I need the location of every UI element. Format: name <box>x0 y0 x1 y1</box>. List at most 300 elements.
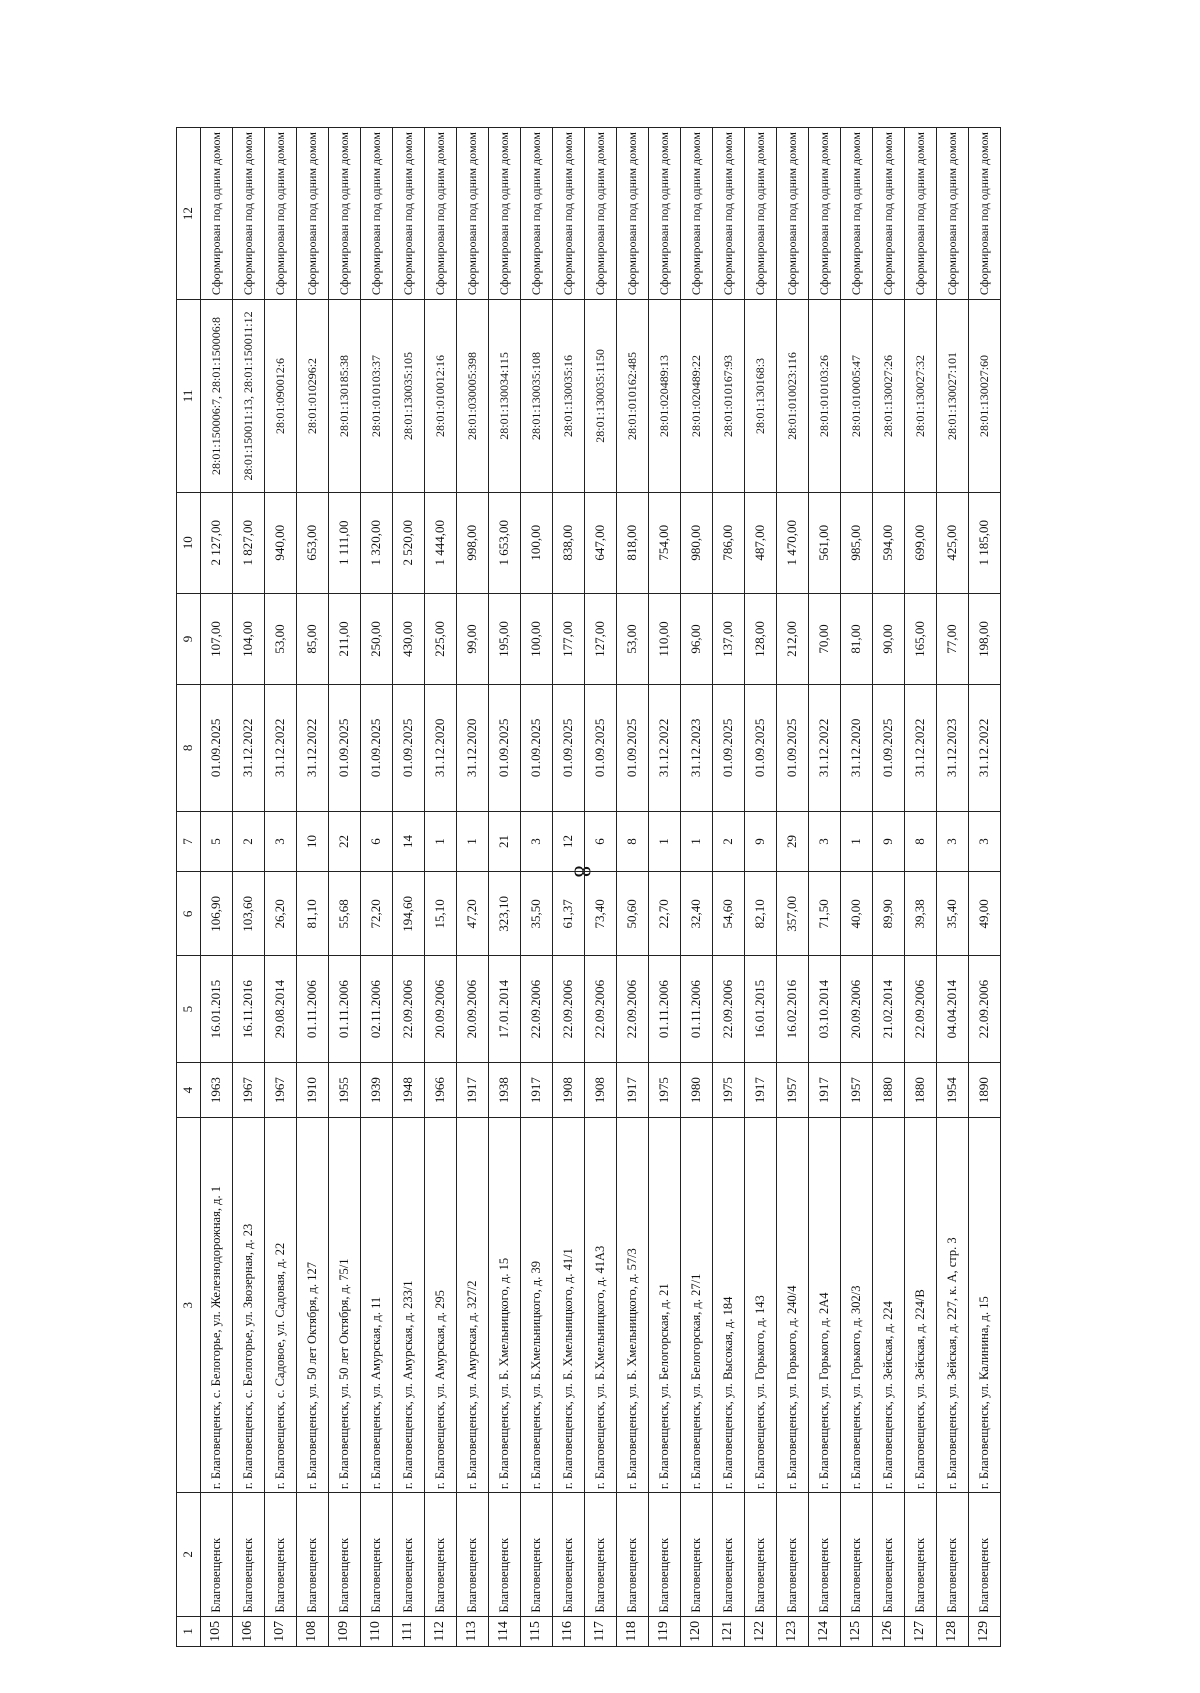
table-cell-col-7: 21 <box>489 811 521 872</box>
table-cell-col-3: г. Благовещенск, ул. Горького, д. 143 <box>745 1118 777 1493</box>
table-cell-col-4: 1939 <box>361 1062 393 1118</box>
table-cell-col-4: 1957 <box>841 1062 873 1118</box>
table-cell-col-1: 123 <box>777 1616 809 1646</box>
table-cell-col-5: 20.09.2006 <box>425 956 457 1062</box>
table-cell-col-12: Сформирован под одним домом <box>745 128 777 300</box>
table-cell-col-6: 194,60 <box>393 872 425 956</box>
table-cell-col-5: 04.04.2014 <box>937 956 969 1062</box>
table-cell-col-1: 111 <box>393 1616 425 1646</box>
table-cell-col-5: 22.09.2006 <box>585 956 617 1062</box>
table-cell-col-1: 114 <box>489 1616 521 1646</box>
table-cell-col-10: 754,00 <box>649 492 681 593</box>
table-cell-col-4: 1966 <box>425 1062 457 1118</box>
table-cell-col-2: Благовещенск <box>329 1493 361 1617</box>
table-cell-col-4: 1917 <box>809 1062 841 1118</box>
table-cell-col-5: 22.09.2006 <box>521 956 553 1062</box>
table-cell-col-8: 01.09.2025 <box>489 685 521 812</box>
page-number: 8 <box>568 865 595 878</box>
table-cell-col-2: Благовещенск <box>841 1493 873 1617</box>
table-cell-col-12: Сформирован под одним домом <box>937 128 969 300</box>
table-cell-col-3: г. Благовещенск, ул. Б. Хмельницкого, д. 41/1 <box>553 1118 585 1493</box>
table-cell-col-11: 28:01:010005:47 <box>841 300 873 492</box>
table-cell-col-9: 137,00 <box>713 593 745 684</box>
table-cell-col-3: г. Благовещенск, ул. Белогорская, д. 21 <box>649 1118 681 1493</box>
table-body <box>201 128 1001 1647</box>
table-cell-col-4: 1957 <box>777 1062 809 1118</box>
table-cell-col-9: 77,00 <box>937 593 969 684</box>
table-cell-col-2: Благовещенск <box>745 1493 777 1617</box>
table-cell-col-7: 3 <box>969 811 1001 872</box>
table-cell-col-11: 28:01:010296:2 <box>297 300 329 492</box>
table-cell-col-12: Сформирован под одним домом <box>841 128 873 300</box>
column-header-7: 7 <box>177 811 201 872</box>
table-cell-col-7: 9 <box>873 811 905 872</box>
table-cell-col-5: 20.09.2006 <box>457 956 489 1062</box>
table-cell-col-10: 1 653,00 <box>489 492 521 593</box>
table-cell-col-1: 115 <box>521 1616 553 1646</box>
table-cell-col-3: г. Благовещенск, с. Садовое, ул. Садовая, д. 22 <box>265 1118 297 1493</box>
table-cell-col-4: 1917 <box>521 1062 553 1118</box>
table-cell-col-1: 127 <box>905 1616 937 1646</box>
table-cell-col-9: 104,00 <box>233 593 265 684</box>
table-cell-col-12: Сформирован под одним домом <box>265 128 297 300</box>
table-row <box>233 128 265 1647</box>
table-cell-col-8: 01.09.2025 <box>617 685 649 812</box>
table-cell-col-11: 28:01:010023:116 <box>777 300 809 492</box>
table-cell-col-12: Сформирован под одним домом <box>329 128 361 300</box>
table-cell-col-1: 126 <box>873 1616 905 1646</box>
table-cell-col-2: Благовещенск <box>681 1493 713 1617</box>
table-cell-col-6: 357,00 <box>777 872 809 956</box>
table-cell-col-4: 1917 <box>617 1062 649 1118</box>
table-cell-col-10: 1 444,00 <box>425 492 457 593</box>
table-cell-col-11: 28:01:090012:6 <box>265 300 297 492</box>
table-cell-col-1: 124 <box>809 1616 841 1646</box>
table-cell-col-7: 1 <box>425 811 457 872</box>
table-cell-col-4: 1948 <box>393 1062 425 1118</box>
table-cell-col-5: 16.01.2015 <box>201 956 233 1062</box>
table-cell-col-2: Благовещенск <box>777 1493 809 1617</box>
table-cell-col-3: г. Благовещенск, ул. Горького, д. 2А4 <box>809 1118 841 1493</box>
table-cell-col-12: Сформирован под одним домом <box>489 128 521 300</box>
column-header-12: 12 <box>177 128 201 300</box>
table-cell-col-6: 47,20 <box>457 872 489 956</box>
table-cell-col-9: 127,00 <box>585 593 617 684</box>
table-cell-col-6: 71,50 <box>809 872 841 956</box>
table-cell-col-8: 01.09.2025 <box>873 685 905 812</box>
table-cell-col-4: 1908 <box>585 1062 617 1118</box>
table-cell-col-11: 28:01:020489:13 <box>649 300 681 492</box>
table-cell-col-8: 31.12.2022 <box>297 685 329 812</box>
table-cell-col-7: 2 <box>233 811 265 872</box>
table-cell-col-12: Сформирован под одним домом <box>649 128 681 300</box>
table-cell-col-10: 818,00 <box>617 492 649 593</box>
table-cell-col-5: 21.02.2014 <box>873 956 905 1062</box>
table-cell-col-9: 211,00 <box>329 593 361 684</box>
table-cell-col-10: 487,00 <box>745 492 777 593</box>
table-row <box>297 128 329 1647</box>
table-cell-col-12: Сформирован под одним домом <box>873 128 905 300</box>
table-cell-col-4: 1910 <box>297 1062 329 1118</box>
table-cell-col-10: 100,00 <box>521 492 553 593</box>
header-row <box>177 128 201 1647</box>
table-cell-col-5: 16.11.2016 <box>233 956 265 1062</box>
table-cell-col-8: 01.09.2025 <box>585 685 617 812</box>
table-row <box>649 128 681 1647</box>
table-row <box>937 128 969 1647</box>
table-cell-col-2: Благовещенск <box>297 1493 329 1617</box>
table-row <box>425 128 457 1647</box>
table-cell-col-10: 980,00 <box>681 492 713 593</box>
table-cell-col-2: Благовещенск <box>489 1493 521 1617</box>
table-cell-col-10: 2 520,00 <box>393 492 425 593</box>
table-cell-col-8: 31.12.2022 <box>265 685 297 812</box>
table-cell-col-11: 28:01:130035:108 <box>521 300 553 492</box>
table-cell-col-3: г. Благовещенск, ул. Б.Хмельницкого, д. 39 <box>521 1118 553 1493</box>
table-cell-col-9: 99,00 <box>457 593 489 684</box>
table-cell-col-1: 128 <box>937 1616 969 1646</box>
table-cell-col-11: 28:01:130027:26 <box>873 300 905 492</box>
table-cell-col-12: Сформирован под одним домом <box>777 128 809 300</box>
table-cell-col-7: 5 <box>201 811 233 872</box>
table-cell-col-11: 28:01:130035:16 <box>553 300 585 492</box>
table-cell-col-3: г. Благовещенск, ул. Белогорская, д. 27/1 <box>681 1118 713 1493</box>
table-cell-col-1: 118 <box>617 1616 649 1646</box>
table-cell-col-11: 28:01:130027:32 <box>905 300 937 492</box>
table-cell-col-5: 01.11.2006 <box>329 956 361 1062</box>
table-row <box>713 128 745 1647</box>
table-cell-col-12: Сформирован под одним домом <box>713 128 745 300</box>
table-cell-col-10: 998,00 <box>457 492 489 593</box>
table-cell-col-11: 28:01:010103:37 <box>361 300 393 492</box>
table-cell-col-7: 3 <box>809 811 841 872</box>
column-header-4: 4 <box>177 1062 201 1118</box>
table-cell-col-9: 70,00 <box>809 593 841 684</box>
table-cell-col-7: 8 <box>617 811 649 872</box>
table-cell-col-10: 786,00 <box>713 492 745 593</box>
table-cell-col-8: 31.12.2022 <box>649 685 681 812</box>
table-cell-col-11: 28:01:130185:38 <box>329 300 361 492</box>
table-cell-col-10: 647,00 <box>585 492 617 593</box>
table-cell-col-3: г. Благовещенск, ул. Амурская, д. 327/2 <box>457 1118 489 1493</box>
table-cell-col-1: 119 <box>649 1616 681 1646</box>
table-cell-col-11: 28:01:010103:26 <box>809 300 841 492</box>
table-cell-col-9: 430,00 <box>393 593 425 684</box>
table-row <box>361 128 393 1647</box>
column-header-11: 11 <box>177 300 201 492</box>
table-cell-col-9: 110,00 <box>649 593 681 684</box>
table-cell-col-7: 10 <box>297 811 329 872</box>
table-cell-col-1: 125 <box>841 1616 873 1646</box>
table-row <box>585 128 617 1647</box>
table-cell-col-2: Благовещенск <box>361 1493 393 1617</box>
table-cell-col-1: 105 <box>201 1616 233 1646</box>
table-cell-col-8: 31.12.2022 <box>809 685 841 812</box>
table-cell-col-2: Благовещенск <box>809 1493 841 1617</box>
table-cell-col-5: 29.08.2014 <box>265 956 297 1062</box>
column-header-8: 8 <box>177 685 201 812</box>
table-cell-col-8: 31.12.2020 <box>457 685 489 812</box>
table-cell-col-9: 195,00 <box>489 593 521 684</box>
table-cell-col-2: Благовещенск <box>393 1493 425 1617</box>
table-cell-col-6: 103,60 <box>233 872 265 956</box>
column-header-2: 2 <box>177 1493 201 1617</box>
table-cell-col-10: 1 827,00 <box>233 492 265 593</box>
table-cell-col-6: 72,20 <box>361 872 393 956</box>
column-header-1: 1 <box>177 1616 201 1646</box>
column-header-3: 3 <box>177 1118 201 1493</box>
table-cell-col-8: 31.12.2022 <box>969 685 1001 812</box>
table-cell-col-6: 26,20 <box>265 872 297 956</box>
table-cell-col-9: 53,00 <box>617 593 649 684</box>
table-cell-col-8: 01.09.2025 <box>745 685 777 812</box>
table-cell-col-6: 32,40 <box>681 872 713 956</box>
table-cell-col-5: 22.09.2006 <box>393 956 425 1062</box>
table-cell-col-7: 1 <box>841 811 873 872</box>
table-cell-col-1: 120 <box>681 1616 713 1646</box>
table-cell-col-10: 1 185,00 <box>969 492 1001 593</box>
table-cell-col-6: 73,40 <box>585 872 617 956</box>
table-row <box>329 128 361 1647</box>
table-cell-col-8: 01.09.2025 <box>201 685 233 812</box>
table-cell-col-11: 28:01:020489:22 <box>681 300 713 492</box>
table-cell-col-2: Благовещенск <box>521 1493 553 1617</box>
table-cell-col-3: г. Благовещенск, ул. Амурская, д. 233/1 <box>393 1118 425 1493</box>
table-cell-col-8: 01.09.2025 <box>553 685 585 812</box>
table-cell-col-9: 212,00 <box>777 593 809 684</box>
table-cell-col-7: 2 <box>713 811 745 872</box>
table-cell-col-7: 6 <box>361 811 393 872</box>
table-cell-col-5: 16.02.2016 <box>777 956 809 1062</box>
table-cell-col-12: Сформирован под одним домом <box>201 128 233 300</box>
table-cell-col-6: 323,10 <box>489 872 521 956</box>
table-cell-col-10: 1 320,00 <box>361 492 393 593</box>
table-cell-col-4: 1917 <box>457 1062 489 1118</box>
table-row <box>745 128 777 1647</box>
table-row <box>553 128 585 1647</box>
table-cell-col-2: Благовещенск <box>649 1493 681 1617</box>
table-cell-col-12: Сформирован под одним домом <box>681 128 713 300</box>
table-cell-col-3: г. Благовещенск, ул. Горького, д. 302/3 <box>841 1118 873 1493</box>
table-cell-col-12: Сформирован под одним домом <box>905 128 937 300</box>
table-cell-col-7: 3 <box>265 811 297 872</box>
table-row <box>777 128 809 1647</box>
table-cell-col-4: 1908 <box>553 1062 585 1118</box>
table-cell-col-12: Сформирован под одним домом <box>585 128 617 300</box>
table-cell-col-4: 1938 <box>489 1062 521 1118</box>
table-cell-col-9: 81,00 <box>841 593 873 684</box>
table-cell-col-1: 106 <box>233 1616 265 1646</box>
table-cell-col-2: Благовещенск <box>553 1493 585 1617</box>
table-cell-col-6: 55,68 <box>329 872 361 956</box>
table-cell-col-9: 165,00 <box>905 593 937 684</box>
table-cell-col-9: 128,00 <box>745 593 777 684</box>
table-cell-col-1: 122 <box>745 1616 777 1646</box>
table-cell-col-11: 28:01:010012:16 <box>425 300 457 492</box>
table-cell-col-9: 107,00 <box>201 593 233 684</box>
table-cell-col-11: 28:01:130027:60 <box>969 300 1001 492</box>
table-cell-col-1: 107 <box>265 1616 297 1646</box>
table-cell-col-2: Благовещенск <box>265 1493 297 1617</box>
table-cell-col-2: Благовещенск <box>937 1493 969 1617</box>
table-cell-col-12: Сформирован под одним домом <box>233 128 265 300</box>
table-cell-col-5: 01.11.2006 <box>649 956 681 1062</box>
table-cell-col-6: 39,38 <box>905 872 937 956</box>
table-cell-col-2: Благовещенск <box>905 1493 937 1617</box>
table-cell-col-4: 1963 <box>201 1062 233 1118</box>
table-cell-col-12: Сформирован под одним домом <box>297 128 329 300</box>
table-cell-col-11: 28:01:130034:115 <box>489 300 521 492</box>
column-header-5: 5 <box>177 956 201 1062</box>
table-cell-col-5: 17.01.2014 <box>489 956 521 1062</box>
table-cell-col-9: 100,00 <box>521 593 553 684</box>
table-cell-col-2: Благовещенск <box>201 1493 233 1617</box>
table-cell-col-12: Сформирован под одним домом <box>969 128 1001 300</box>
table-cell-col-9: 90,00 <box>873 593 905 684</box>
table-cell-col-5: 02.11.2006 <box>361 956 393 1062</box>
table-cell-col-11: 28:01:010167:93 <box>713 300 745 492</box>
table-cell-col-3: г. Благовещенск, ул. Высокая, д. 184 <box>713 1118 745 1493</box>
table-cell-col-4: 1980 <box>681 1062 713 1118</box>
table-cell-col-1: 113 <box>457 1616 489 1646</box>
table-cell-col-10: 594,00 <box>873 492 905 593</box>
table-cell-col-1: 112 <box>425 1616 457 1646</box>
table-cell-col-6: 61,37 <box>553 872 585 956</box>
table-cell-col-12: Сформирован под одним домом <box>553 128 585 300</box>
table-row <box>457 128 489 1647</box>
table-cell-col-6: 35,50 <box>521 872 553 956</box>
table-cell-col-7: 1 <box>681 811 713 872</box>
table-cell-col-5: 03.10.2014 <box>809 956 841 1062</box>
table-cell-col-12: Сформирован под одним домом <box>361 128 393 300</box>
table-cell-col-6: 15,10 <box>425 872 457 956</box>
table-cell-col-9: 225,00 <box>425 593 457 684</box>
table-cell-col-12: Сформирован под одним домом <box>809 128 841 300</box>
table-cell-col-10: 940,00 <box>265 492 297 593</box>
table-cell-col-5: 22.09.2006 <box>969 956 1001 1062</box>
column-header-9: 9 <box>177 593 201 684</box>
table-cell-col-6: 49,00 <box>969 872 1001 956</box>
table-row <box>489 128 521 1647</box>
table-cell-col-3: г. Благовещенск, ул. 50 лет Октября, д. 75/1 <box>329 1118 361 1493</box>
table-cell-col-2: Благовещенск <box>233 1493 265 1617</box>
table-cell-col-7: 1 <box>457 811 489 872</box>
table-cell-col-7: 8 <box>905 811 937 872</box>
table-cell-col-6: 54,60 <box>713 872 745 956</box>
table-cell-col-9: 250,00 <box>361 593 393 684</box>
rotated-table-container <box>176 127 1176 1647</box>
table-cell-col-10: 985,00 <box>841 492 873 593</box>
table-cell-col-2: Благовещенск <box>713 1493 745 1617</box>
table-cell-col-3: г. Благовещенск, ул. Амурская, д. 295 <box>425 1118 457 1493</box>
table-cell-col-1: 121 <box>713 1616 745 1646</box>
table-cell-col-2: Благовещенск <box>873 1493 905 1617</box>
table-row <box>265 128 297 1647</box>
table-cell-col-6: 81,10 <box>297 872 329 956</box>
table-cell-col-4: 1967 <box>233 1062 265 1118</box>
table-cell-col-6: 50,60 <box>617 872 649 956</box>
table-cell-col-11: 28:01:150006:7, 28:01:150006:8 <box>201 300 233 492</box>
table-cell-col-3: г. Благовещенск, ул. Зейская, д. 227, к. А, стр. 3 <box>937 1118 969 1493</box>
table-cell-col-12: Сформирован под одним домом <box>393 128 425 300</box>
table-cell-col-1: 116 <box>553 1616 585 1646</box>
table-cell-col-12: Сформирован под одним домом <box>425 128 457 300</box>
table-cell-col-8: 01.09.2025 <box>361 685 393 812</box>
table-cell-col-7: 3 <box>521 811 553 872</box>
table-cell-col-3: г. Благовещенск, ул. Б. Хмельницкого, д. 15 <box>489 1118 521 1493</box>
table-cell-col-8: 31.12.2023 <box>937 685 969 812</box>
table-cell-col-1: 110 <box>361 1616 393 1646</box>
table-cell-col-11: 28:01:010162:485 <box>617 300 649 492</box>
table-cell-col-3: г. Благовещенск, ул. Калинина, д. 15 <box>969 1118 1001 1493</box>
table-row <box>201 128 233 1647</box>
table-cell-col-11: 28:01:130027:101 <box>937 300 969 492</box>
table-row <box>617 128 649 1647</box>
table-row <box>393 128 425 1647</box>
table-cell-col-8: 01.09.2025 <box>777 685 809 812</box>
table-cell-col-8: 31.12.2022 <box>905 685 937 812</box>
table-cell-col-6: 89,90 <box>873 872 905 956</box>
table-cell-col-8: 01.09.2025 <box>329 685 361 812</box>
table-cell-col-10: 1 470,00 <box>777 492 809 593</box>
table-cell-col-2: Благовещенск <box>585 1493 617 1617</box>
table-cell-col-4: 1975 <box>649 1062 681 1118</box>
table-cell-col-6: 35,40 <box>937 872 969 956</box>
table-cell-col-7: 6 <box>585 811 617 872</box>
column-header-6: 6 <box>177 872 201 956</box>
table-cell-col-10: 1 111,00 <box>329 492 361 593</box>
table-cell-col-3: г. Благовещенск, ул. Зейская, д. 224 <box>873 1118 905 1493</box>
table-cell-col-10: 838,00 <box>553 492 585 593</box>
table-cell-col-6: 82,10 <box>745 872 777 956</box>
table-cell-col-3: г. Благовещенск, с. Белогорье, ул. Железнодорожная, д. 1 <box>201 1118 233 1493</box>
table-cell-col-7: 9 <box>745 811 777 872</box>
table-cell-col-5: 01.11.2006 <box>297 956 329 1062</box>
table-cell-col-11: 28:01:150011:13, 28:01:150011:12 <box>233 300 265 492</box>
table-cell-col-5: 20.09.2006 <box>841 956 873 1062</box>
table-cell-col-4: 1955 <box>329 1062 361 1118</box>
table-cell-col-3: г. Благовещенск, ул. Амурская, д. 11 <box>361 1118 393 1493</box>
table-cell-col-9: 96,00 <box>681 593 713 684</box>
table-cell-col-12: Сформирован под одним домом <box>521 128 553 300</box>
housing-register-table <box>176 127 1001 1647</box>
table-cell-col-4: 1880 <box>905 1062 937 1118</box>
table-row <box>873 128 905 1647</box>
table-cell-col-4: 1967 <box>265 1062 297 1118</box>
table-cell-col-10: 2 127,00 <box>201 492 233 593</box>
table-cell-col-5: 22.09.2006 <box>713 956 745 1062</box>
table-cell-col-9: 177,00 <box>553 593 585 684</box>
table-cell-col-5: 01.11.2006 <box>681 956 713 1062</box>
table-cell-col-8: 31.12.2023 <box>681 685 713 812</box>
table-cell-col-12: Сформирован под одним домом <box>617 128 649 300</box>
table-cell-col-11: 28:01:130035:1150 <box>585 300 617 492</box>
table-cell-col-9: 198,00 <box>969 593 1001 684</box>
table-row <box>969 128 1001 1647</box>
table-cell-col-7: 14 <box>393 811 425 872</box>
table-cell-col-7: 22 <box>329 811 361 872</box>
table-cell-col-6: 40,00 <box>841 872 873 956</box>
table-cell-col-5: 16.01.2015 <box>745 956 777 1062</box>
table-cell-col-7: 29 <box>777 811 809 872</box>
table-cell-col-12: Сформирован под одним домом <box>457 128 489 300</box>
table-cell-col-8: 01.09.2025 <box>521 685 553 812</box>
table-cell-col-11: 28:01:030005:398 <box>457 300 489 492</box>
table-cell-col-4: 1890 <box>969 1062 1001 1118</box>
table-cell-col-10: 653,00 <box>297 492 329 593</box>
table-cell-col-3: г. Благовещенск, с. Белогорье, ул. Звозерная, д. 23 <box>233 1118 265 1493</box>
table-cell-col-7: 3 <box>937 811 969 872</box>
